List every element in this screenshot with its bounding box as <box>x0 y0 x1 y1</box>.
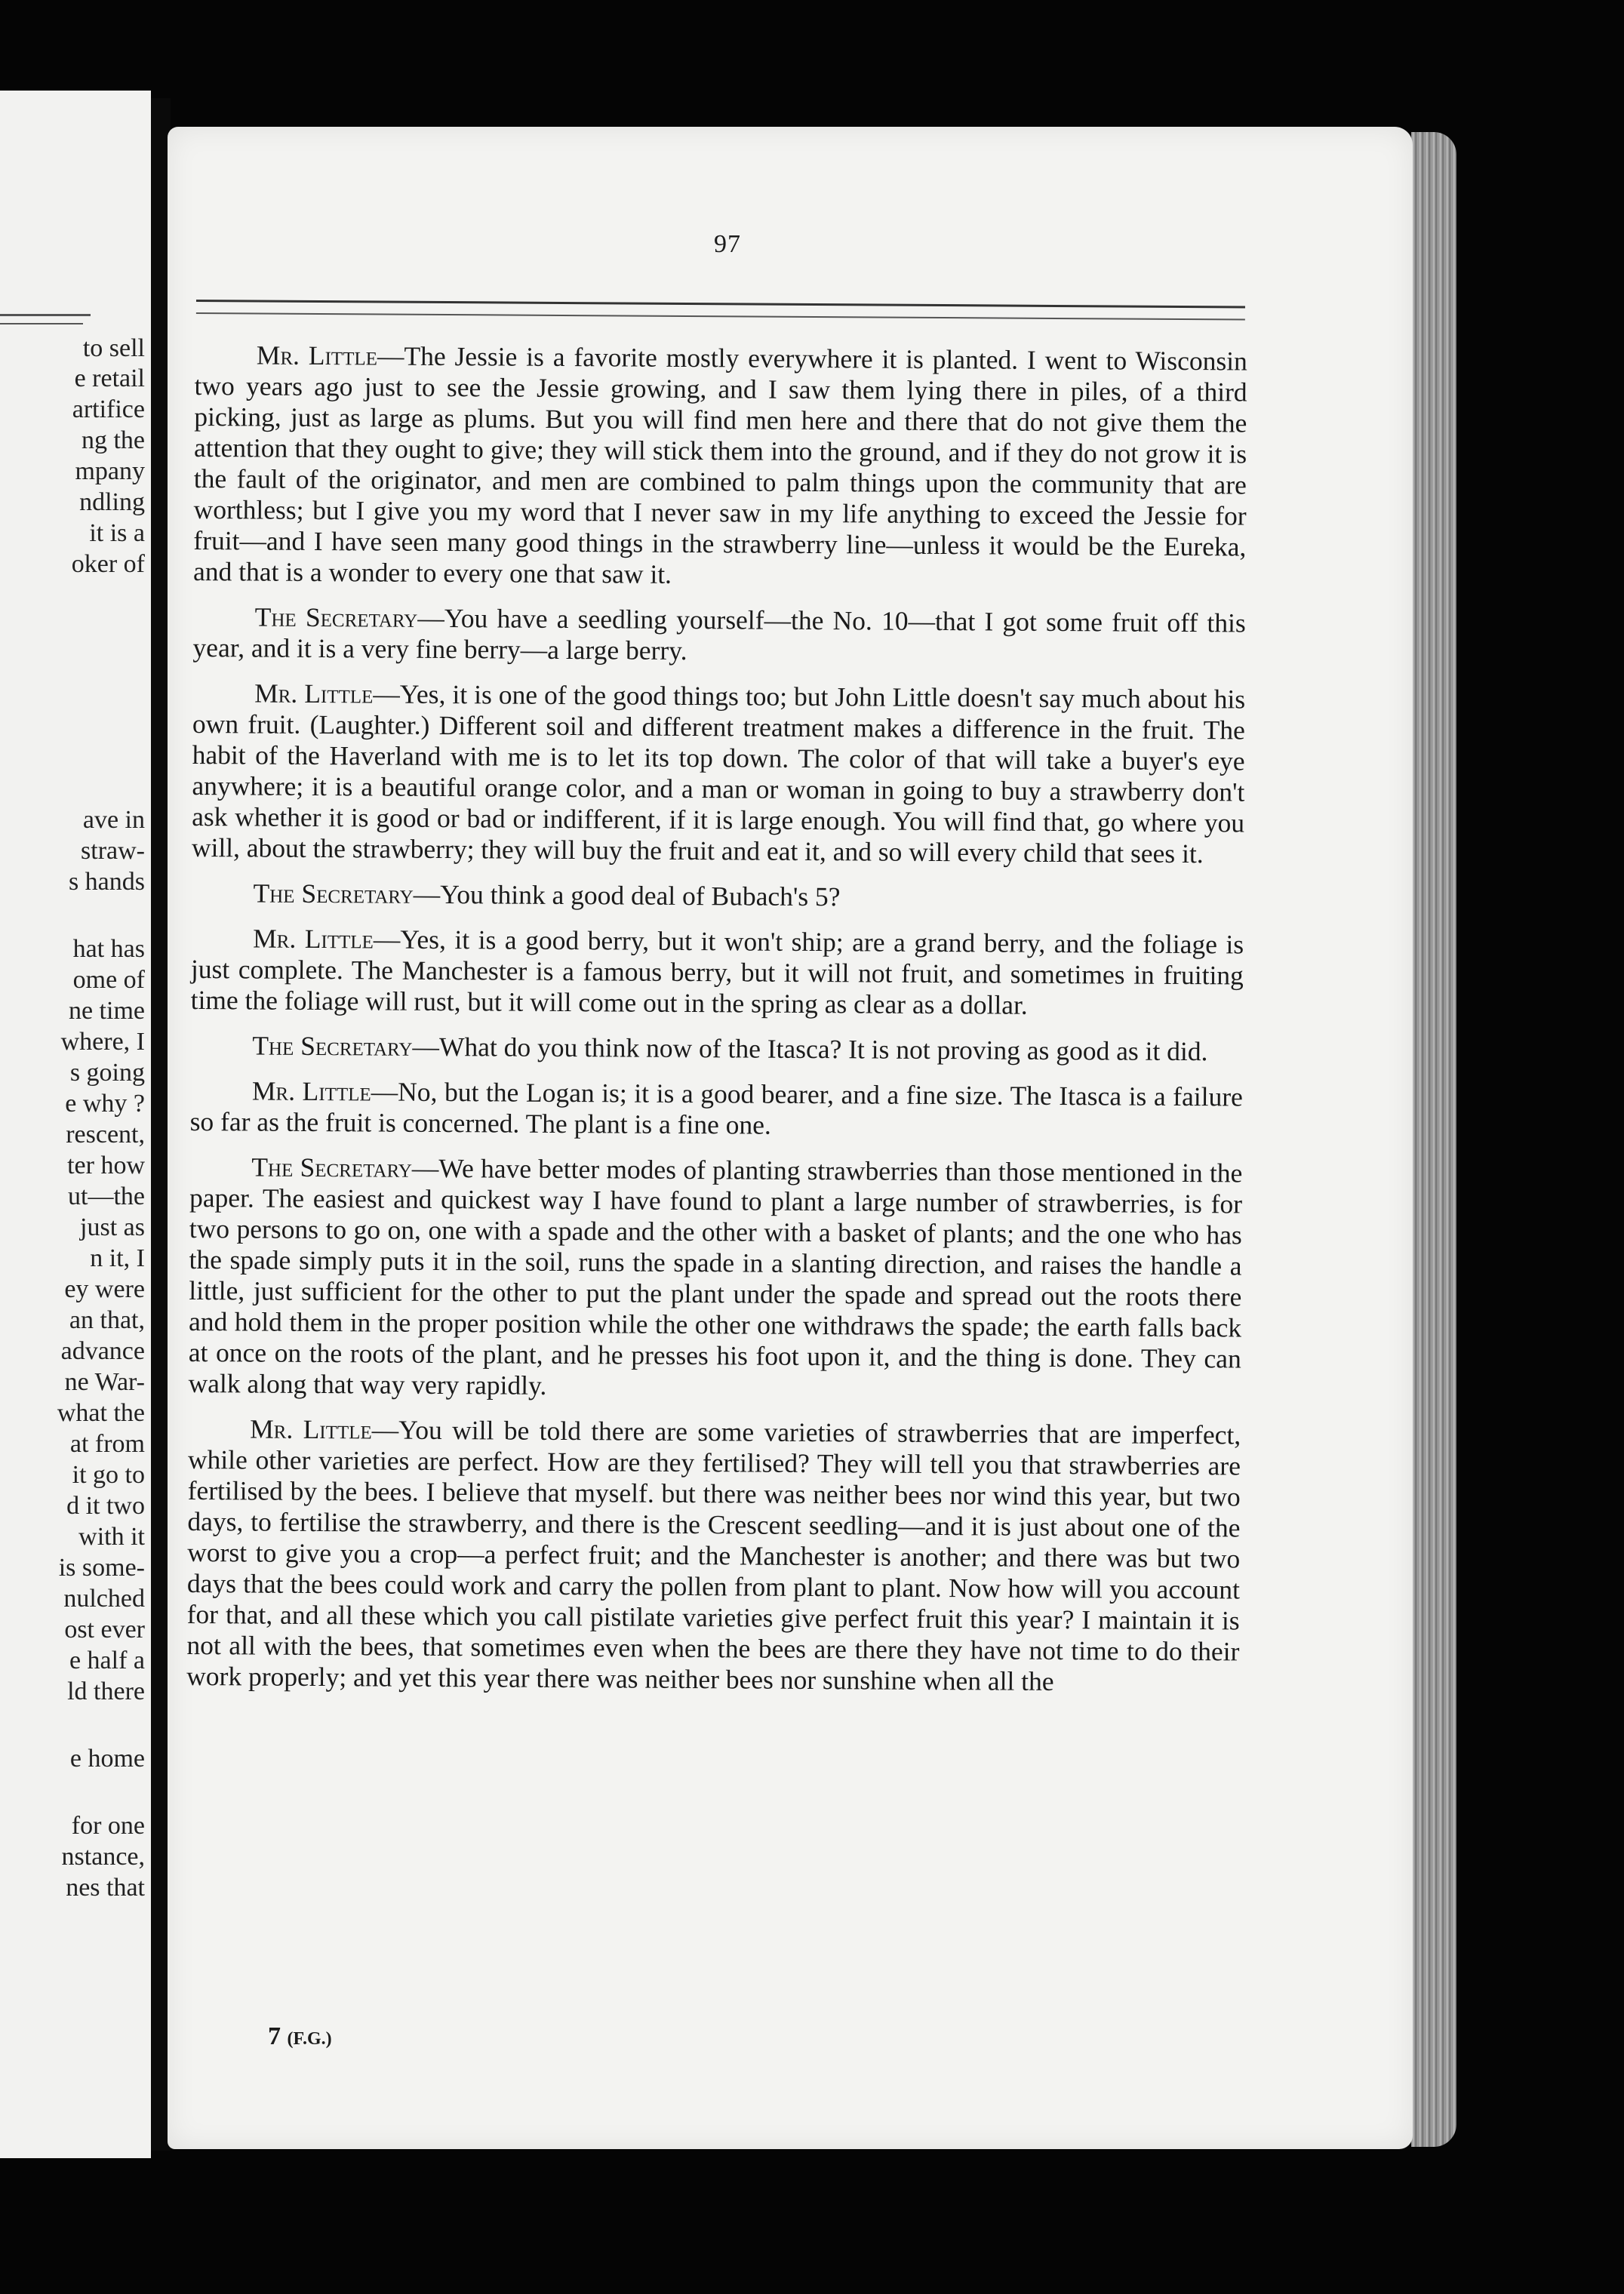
paragraph <box>193 340 1247 594</box>
paragraph-text: —Yes, it is one of the good things too; but John Little doesn't say much about his own fruit. (Laughter.) Different soil and different treatment makes a difference in the fruit. The habit of the Haverland with me is to let its top down. The color of that will take a buyer's eye anywhere; it is a beautiful orange color, and a man or woman in going to buy a strawberry don't ask whether it is good or bad or indifferent, if it is large enough. You will find that, go where you will, about the strawberry; they will buy the fruit and eat it, and so will every child that sees it. <box>191 678 1246 869</box>
left-page-line: advance <box>60 1337 145 1365</box>
paragraph <box>191 878 1244 915</box>
left-page-line: just as <box>80 1213 145 1241</box>
left-page-line: ld there <box>67 1677 145 1705</box>
left-page-line: ter how <box>67 1152 145 1179</box>
left-page-line: nstance, <box>61 1843 145 1871</box>
paragraph <box>186 1413 1241 1699</box>
left-page-line: rescent, <box>66 1121 145 1149</box>
paragraph-text: —You will be told there are some varieties of strawberries that are imperfect, while other varieties are perfect. How are they fertilised? They will tell you that strawberries are fertilised by the bees. I believe that myself. but there was neither bees nor wind this year, but two days, to fertilise the strawberry, and there is the Crescent seedling—and it is just about one of the worst to give you a crop—a perfect fruit; and the Manchester is another; and there was but two days that the bees could work and carry the pollen from plant to plant. Now how will you account for that, and all these which you call pistilate varieties give perfect fruit this year? I maintain it is not all with the bees, that sometimes even when the bees are there they have not time to do their work properly; and yet this year there was neither bees nor sunshine when all the <box>186 1414 1241 1696</box>
signature-suffix: (F.G.) <box>287 2029 332 2049</box>
left-page-line: s hands <box>68 868 145 896</box>
speaker-name: The Secretary <box>254 601 418 633</box>
left-page-line: it is a <box>89 519 145 547</box>
left-page-line: ome of <box>72 966 145 994</box>
paragraph-text: —The Jessie is a favorite mostly everywhere it is planted. I went to Wisconsin two years ago just to see the Jessie growing, and I saw them lying there in piles, of a third picking, just as large as plums. But you will find men here and there that do not give them the attention that they ought to give; they will stick them into the ground, and if they do not grow it is the fault of the originator, and men are combined to palm things upon the community that are worthless; but I give you my word that I never saw in my life anything to exceed the Jessie for fruit—and I have seen many good things in the strawberry line—unless it would be the Eureka, and that is a wonder to every one that saw it. <box>193 340 1247 589</box>
left-page-line: nulched <box>63 1585 145 1613</box>
left-page-line: artifice <box>72 395 145 423</box>
left-page-line: ey were <box>64 1275 145 1303</box>
paragraph-text: —What do you think now of the Itasca? It is not proving as good as it did. <box>412 1031 1208 1067</box>
left-page-line: n it, I <box>90 1244 145 1272</box>
left-page-line: an that, <box>69 1306 145 1334</box>
page-edges <box>1411 132 1456 2147</box>
left-page-line: for one <box>71 1812 145 1840</box>
paragraph <box>192 601 1245 670</box>
left-page-line: e why ? <box>65 1090 145 1118</box>
left-page-line: ne War- <box>64 1368 145 1396</box>
left-page-header-rule <box>0 314 91 316</box>
paragraph-text: —You think a good deal of Bubach's 5? <box>413 878 841 912</box>
left-page-line: e retail <box>74 364 145 392</box>
left-facing-page <box>0 91 151 2158</box>
paragraph-text: —No, but the Logan is; it is a good bearer, and a fine size. The Itasca is a failure so far as the fruit is concerned. The plant is a fine one. <box>189 1076 1244 1140</box>
signature-mark <box>268 2022 332 2051</box>
paragraph <box>188 1152 1242 1406</box>
left-page-line: with it <box>78 1523 145 1551</box>
page-number: 97 <box>714 230 741 258</box>
paragraph <box>191 923 1244 1022</box>
left-page-line: ng the <box>81 426 145 454</box>
paragraph-text: —Yes, it is a good berry, but it won't ship; are a grand berry, and the foliage is just complete. The Manchester is a famous berry, but it will not fruit, and sometimes in fruiting time the foliage will rust, but it will come out in the spring as clear as a dollar. <box>190 924 1244 1020</box>
left-page-line: mpany <box>75 457 145 485</box>
left-page-line: ne time <box>68 997 145 1025</box>
paragraph-text: —You have a seedling yourself—the No. 10—that I got some fruit off this year, and it is a very fine berry—a large berry. <box>192 602 1246 666</box>
left-page-line: it go to <box>72 1461 145 1489</box>
left-page-line: to sell <box>82 334 145 362</box>
left-page-line: ndling <box>79 488 145 516</box>
left-page-header-rule-secondary <box>0 323 83 324</box>
left-page-line: ut—the <box>68 1182 145 1210</box>
paragraph-text: —We have better modes of planting strawberries than those mentioned in the paper. The easiest and quickest way I have found to plant a large number of strawberries, is for two persons to go on, one with a spade and the other with a basket of plants; and the one who has the spade simply puts it in the soil, runs the spade in a slanting direction, and raises the handle a little, just sufficient for the other to put the plant under the spade and spread out the roots there and hold them in the proper position while the other one withdraws the spade; the earth falls back at once on the roots of the plant, and he presses his foot upon it, and the thing is done. They can walk along that way very rapidly. <box>188 1152 1243 1401</box>
left-page-line: straw- <box>81 837 145 865</box>
speaker-name: Mr. Little <box>253 923 374 955</box>
signature-number: 7 <box>268 2022 281 2050</box>
paragraph <box>190 1075 1243 1144</box>
left-page-line: at from <box>69 1430 145 1458</box>
left-page-line: s going <box>69 1059 145 1087</box>
paragraph <box>190 1030 1243 1068</box>
speaker-name: Mr. Little <box>250 1413 372 1445</box>
speaker-name: The Secretary <box>253 878 414 909</box>
speaker-name: The Secretary <box>251 1152 412 1183</box>
left-page-line: e half a <box>69 1647 145 1674</box>
paragraph <box>192 678 1245 870</box>
speaker-name: Mr. Little <box>254 678 374 709</box>
left-page-line: e home <box>69 1745 145 1773</box>
left-page-line: oker of <box>71 550 145 578</box>
left-page-line: is some- <box>58 1554 145 1582</box>
page-body-text <box>186 340 1247 1712</box>
speaker-name: Mr. Little <box>256 340 378 371</box>
left-page-line: nes that <box>66 1874 145 1902</box>
speaker-name: The Secretary <box>252 1030 413 1062</box>
speaker-name: Mr. Little <box>251 1075 371 1107</box>
left-page-line: d it two <box>66 1492 145 1520</box>
left-page-line: what the <box>57 1399 145 1427</box>
left-page-line: ave in <box>82 806 145 834</box>
left-page-line: where, I <box>60 1028 145 1056</box>
left-page-line: hat has <box>72 935 145 963</box>
left-page-line: ost ever <box>64 1616 145 1644</box>
